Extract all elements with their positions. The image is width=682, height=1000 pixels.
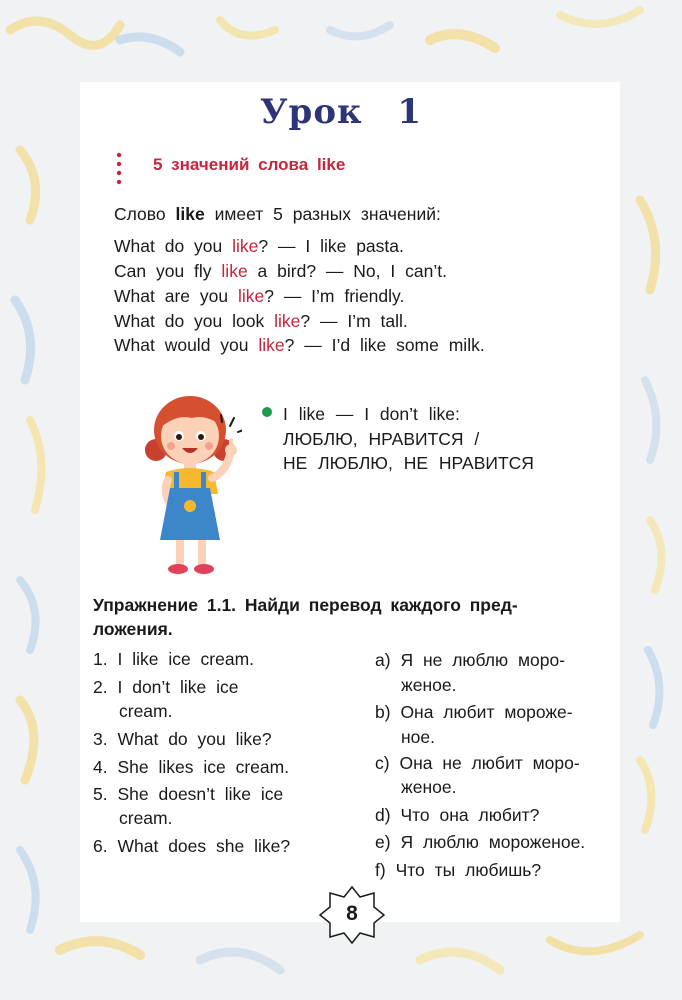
list-item: [93, 675, 239, 699]
list-item-continuation: женое.: [401, 777, 457, 797]
intro-after: имеет 5 разных значений:: [214, 204, 441, 224]
example-highlight: like: [237, 286, 265, 306]
item-number: 4.: [93, 757, 108, 777]
example-line: [114, 261, 447, 282]
list-item: [375, 858, 541, 882]
lesson-title: Урок 1: [259, 92, 423, 132]
intro-before: Слово: [114, 204, 166, 224]
item-text: Она не любит моро-: [399, 753, 580, 773]
bullet-dot-icon: [262, 407, 272, 417]
list-item: [93, 647, 254, 671]
item-text: Я люблю мороженое.: [400, 832, 586, 852]
item-letter: f): [375, 860, 386, 880]
intro-word: like: [175, 204, 205, 224]
girl-thumbs-up-illustration: [138, 388, 242, 578]
page-number: 8: [346, 902, 358, 925]
list-item: [375, 803, 539, 827]
example-text: ? — I’d like some milk.: [284, 335, 485, 355]
item-letter: b): [375, 702, 391, 722]
example-text: What do you: [114, 236, 223, 256]
vertical-dots-icon: [116, 152, 122, 188]
section-heading: 5 значений слова like: [153, 155, 346, 174]
example-line: [114, 335, 485, 356]
list-item: [93, 834, 290, 858]
item-number: 2.: [93, 677, 108, 697]
list-item: [375, 648, 565, 672]
example-line: [114, 236, 404, 257]
example-highlight: like: [274, 311, 301, 331]
item-number: 5.: [93, 784, 108, 804]
example-text: What would you: [114, 335, 249, 355]
example-text: What are you: [114, 286, 229, 306]
item-text: Что она любит?: [400, 805, 540, 825]
item-text: I like ice cream.: [117, 649, 255, 669]
list-item-continuation: ное.: [401, 727, 435, 747]
example-text: ? — I’m friendly.: [264, 286, 405, 306]
example-highlight: like: [258, 335, 285, 355]
page-number-badge: [318, 885, 386, 945]
item-letter: a): [375, 650, 391, 670]
item-text: She doesn’t like ice: [117, 784, 284, 804]
list-item: [93, 755, 289, 779]
example-text: ? — I’m tall.: [300, 311, 408, 331]
item-text: Что ты любишь?: [395, 860, 542, 880]
item-number: 3.: [93, 729, 108, 749]
list-item-continuation: женое.: [401, 675, 457, 695]
list-item-continuation: cream.: [119, 808, 173, 828]
example-text: ? — I like pasta.: [258, 236, 404, 256]
note-line-2: ЛЮБЛЮ, НРАВИТСЯ /: [283, 429, 480, 449]
list-item: [375, 700, 573, 724]
item-text: She likes ice cream.: [117, 757, 290, 777]
item-letter: c): [375, 753, 390, 773]
list-item: [93, 727, 272, 751]
item-letter: d): [375, 805, 391, 825]
example-text: a bird? — No, I can’t.: [247, 261, 447, 281]
note-line-1: I like — I don’t like:: [283, 404, 460, 424]
list-item-continuation: cream.: [119, 701, 173, 721]
item-text: Она любит мороже-: [400, 702, 573, 722]
item-text: What do you like?: [117, 729, 272, 749]
item-text: I don’t like ice: [117, 677, 239, 697]
exercise-title-line: ложения.: [93, 619, 173, 639]
item-text: What does she like?: [117, 836, 291, 856]
item-text: Я не люблю моро-: [400, 650, 566, 670]
note-line-3: НЕ ЛЮБЛЮ, НЕ НРАВИТСЯ: [283, 453, 534, 473]
exercise-title-line: Упражнение 1.1. Найди перевод каждого пред-: [93, 595, 518, 615]
example-text: What do you look: [114, 311, 265, 331]
exercise-title: [93, 593, 613, 641]
list-item: [375, 830, 585, 854]
example-line: [114, 286, 404, 307]
item-letter: e): [375, 832, 391, 852]
list-item: [93, 782, 283, 806]
intro-sentence: [114, 204, 441, 225]
list-item: [375, 751, 580, 775]
example-text: Can you fly: [114, 261, 212, 281]
item-number: 6.: [93, 836, 108, 856]
example-highlight: like: [221, 261, 248, 281]
example-highlight: like: [232, 236, 259, 256]
item-number: 1.: [93, 649, 108, 669]
example-line: [114, 311, 408, 332]
